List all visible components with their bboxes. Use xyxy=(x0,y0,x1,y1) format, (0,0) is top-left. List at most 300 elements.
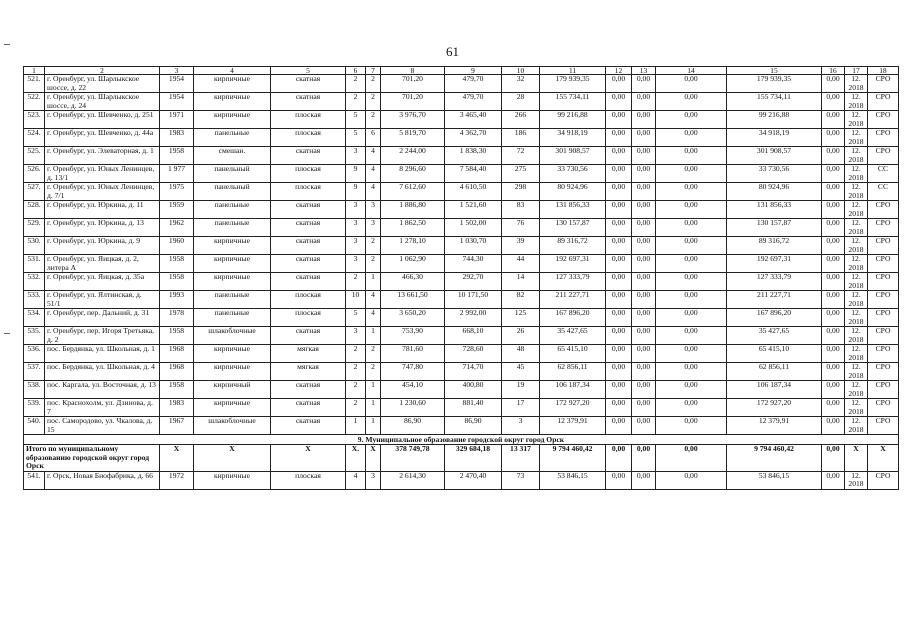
table-cell: 1 xyxy=(366,417,381,435)
table-cell: 1 xyxy=(366,273,381,291)
table-cell: г. Орск, Новая Биофабрика, д. 66 xyxy=(45,471,160,489)
table-cell: 131 856,33 xyxy=(727,201,822,219)
table-cell: 12. 2018 xyxy=(845,363,868,381)
table-cell: 1958 xyxy=(160,381,194,399)
table-cell: плоская xyxy=(271,471,346,489)
table-cell: 2 xyxy=(366,237,381,255)
table-cell: 4 362,70 xyxy=(445,129,502,147)
table-cell: 12. 2018 xyxy=(845,129,868,147)
table-cell: 275 xyxy=(502,165,540,183)
table-cell: 28 xyxy=(502,93,540,111)
table-cell: 3 xyxy=(346,219,366,237)
table-cell: 0,00 xyxy=(606,327,632,345)
table-cell: 3 xyxy=(366,471,381,489)
table-cell: г. Оренбург, ул. Шарлыкское шоссе, д. 24 xyxy=(45,93,160,111)
table-cell: 301 908,57 xyxy=(540,147,606,165)
table-cell: 0,00 xyxy=(656,93,727,111)
table-cell: 0,00 xyxy=(822,255,845,273)
table-cell: 12. 2018 xyxy=(845,183,868,201)
table-row xyxy=(24,165,899,183)
table-cell: 1967 xyxy=(160,417,194,435)
table-cell: СРО xyxy=(868,345,899,363)
table-cell: пос. Бердянка, ул. Школьная, д. 1 xyxy=(45,345,160,363)
table-cell: 2 xyxy=(366,363,381,381)
table-cell: 1959 xyxy=(160,201,194,219)
table-cell: 48 xyxy=(502,345,540,363)
table-cell: 454,10 xyxy=(381,381,445,399)
table-cell: 3 xyxy=(346,255,366,273)
table-cell: 4 xyxy=(366,183,381,201)
table-cell: 0,00 xyxy=(632,471,656,489)
table-cell: 524. xyxy=(24,129,45,147)
table-cell: 0,00 xyxy=(822,345,845,363)
table-cell: 192 697,31 xyxy=(540,255,606,273)
table-cell: 536. xyxy=(24,345,45,363)
column-number: 3 xyxy=(160,67,194,75)
table-cell: скатная xyxy=(271,75,346,93)
total-row xyxy=(24,445,899,472)
table-cell: скатная xyxy=(271,93,346,111)
table-cell: 2 xyxy=(346,381,366,399)
table-cell: 4 xyxy=(366,309,381,327)
table-cell: 0,00 xyxy=(632,255,656,273)
table-cell: мягкая xyxy=(271,363,346,381)
table-row xyxy=(24,417,899,435)
table-cell: мягкая xyxy=(271,345,346,363)
table-cell: 33 730,56 xyxy=(540,165,606,183)
column-number: 11 xyxy=(540,67,606,75)
table-cell: 1 521,60 xyxy=(445,201,502,219)
total-cell: X xyxy=(160,445,194,472)
table-cell: 53 846,15 xyxy=(727,471,822,489)
table-cell: 0,00 xyxy=(822,75,845,93)
table-cell: 2 xyxy=(366,75,381,93)
section-title: 9. Муниципальное образование городской округ город Орск xyxy=(24,435,899,445)
table-cell: 62 856,11 xyxy=(540,363,606,381)
total-label: Итого по муниципальному образованию городской округ город Орск xyxy=(24,445,160,472)
table-cell: 0,00 xyxy=(822,291,845,309)
table-cell: СРО xyxy=(868,219,899,237)
table-cell: 0,00 xyxy=(656,201,727,219)
table-cell: 301 908,57 xyxy=(727,147,822,165)
table-cell: 4 xyxy=(366,147,381,165)
table-cell: 0,00 xyxy=(632,93,656,111)
table-cell: 4 610,50 xyxy=(445,183,502,201)
table-cell: 522. xyxy=(24,93,45,111)
column-number: 13 xyxy=(632,67,656,75)
table-cell: 2 xyxy=(346,363,366,381)
table-cell: 744,30 xyxy=(445,255,502,273)
table-cell: 0,00 xyxy=(606,381,632,399)
table-cell: 0,00 xyxy=(606,417,632,435)
table-cell: 99 216,88 xyxy=(727,111,822,129)
table-cell: 526. xyxy=(24,165,45,183)
table-cell: кирпичные xyxy=(194,255,271,273)
table-cell: 400,80 xyxy=(445,381,502,399)
table-cell: кирпичные xyxy=(194,345,271,363)
column-number: 1 xyxy=(24,67,45,75)
table-cell: 298 xyxy=(502,183,540,201)
total-cell: 329 684,18 xyxy=(445,445,502,472)
table-cell: 172 927,20 xyxy=(727,399,822,417)
table-cell: 12. 2018 xyxy=(845,345,868,363)
table-cell: г. Оренбург, пер. Дальний, д. 31 xyxy=(45,309,160,327)
table-cell: 0,00 xyxy=(606,273,632,291)
table-cell: 2 244,00 xyxy=(381,147,445,165)
table-cell: 0,00 xyxy=(632,273,656,291)
table-cell: плоская xyxy=(271,165,346,183)
table-cell: 10 171,50 xyxy=(445,291,502,309)
table-cell: 0,00 xyxy=(606,111,632,129)
table-cell: 4 xyxy=(366,165,381,183)
table-cell: 531. xyxy=(24,255,45,273)
table-cell: пос. Краснохолм, ул. Дзинова, д. 7 xyxy=(45,399,160,417)
column-number-row xyxy=(24,67,899,75)
table-cell: пос. Бердянка, ул. Школьная, д. 4 xyxy=(45,363,160,381)
table-cell: 0,00 xyxy=(822,363,845,381)
table-cell: СРО xyxy=(868,471,899,489)
table-cell: 1978 xyxy=(160,309,194,327)
table-cell: 186 xyxy=(502,129,540,147)
table-cell: 701,20 xyxy=(381,75,445,93)
table-cell: 0,00 xyxy=(606,183,632,201)
table-cell: 19 xyxy=(502,381,540,399)
table-row xyxy=(24,363,899,381)
table-cell: 2 xyxy=(366,93,381,111)
table-row xyxy=(24,237,899,255)
table-cell: 1 977 xyxy=(160,165,194,183)
table-cell: 0,00 xyxy=(632,165,656,183)
table-cell: 0,00 xyxy=(822,201,845,219)
table-cell: 1962 xyxy=(160,219,194,237)
table-cell: СРО xyxy=(868,309,899,327)
table-cell: панельные xyxy=(194,309,271,327)
table-cell: 1 xyxy=(366,327,381,345)
table-cell: 5 xyxy=(346,129,366,147)
table-cell: 89 316,72 xyxy=(727,237,822,255)
total-cell: X xyxy=(194,445,271,472)
table-cell: 1 062,90 xyxy=(381,255,445,273)
table-cell: 0,00 xyxy=(632,75,656,93)
section-title-row xyxy=(24,435,899,445)
table-cell: панельные xyxy=(194,201,271,219)
table-cell: 1954 xyxy=(160,75,194,93)
table-cell: 527. xyxy=(24,183,45,201)
table-cell: смешан. xyxy=(194,147,271,165)
table-cell: 701,20 xyxy=(381,93,445,111)
table-cell: 539. xyxy=(24,399,45,417)
table-cell: скатная xyxy=(271,219,346,237)
table-row xyxy=(24,471,899,489)
table-cell: СС xyxy=(868,183,899,201)
table-cell: 13 661,50 xyxy=(381,291,445,309)
table-cell: скатная xyxy=(271,381,346,399)
table-cell: 5 819,70 xyxy=(381,129,445,147)
table-cell: 0,00 xyxy=(822,165,845,183)
table-cell: 1958 xyxy=(160,255,194,273)
total-cell: 9 794 460,42 xyxy=(540,445,606,472)
table-cell: 0,00 xyxy=(822,417,845,435)
table-cell: 2 xyxy=(366,345,381,363)
table-cell: 0,00 xyxy=(632,183,656,201)
table-row xyxy=(24,327,899,345)
table-cell: 8 296,60 xyxy=(381,165,445,183)
total-cell: X. xyxy=(346,445,366,472)
table-cell: 3 xyxy=(346,237,366,255)
table-cell: 65 415,10 xyxy=(540,345,606,363)
table-cell: СРО xyxy=(868,75,899,93)
table-cell: 0,00 xyxy=(606,129,632,147)
table-cell: плоская xyxy=(271,291,346,309)
table-cell: 12 379,91 xyxy=(727,417,822,435)
table-cell: г. Оренбург, пер. Игоря Третьяка, д. 2 xyxy=(45,327,160,345)
table-cell: 86,90 xyxy=(381,417,445,435)
table-cell: 266 xyxy=(502,111,540,129)
table-cell: 1 862,50 xyxy=(381,219,445,237)
table-cell: 533. xyxy=(24,291,45,309)
table-cell: 0,00 xyxy=(656,183,727,201)
table-cell: СРО xyxy=(868,111,899,129)
table-cell: 179 939,35 xyxy=(540,75,606,93)
table-cell: 89 316,72 xyxy=(540,237,606,255)
total-cell: X xyxy=(868,445,899,472)
table-cell: 1972 xyxy=(160,471,194,489)
table-cell: скатная xyxy=(271,399,346,417)
table-cell: 12. 2018 xyxy=(845,237,868,255)
table-cell: плоская xyxy=(271,111,346,129)
column-number: 5 xyxy=(271,67,346,75)
table-cell: 1 xyxy=(366,381,381,399)
table-cell: 192 697,31 xyxy=(727,255,822,273)
table-cell: г. Оренбург, ул. Юных Ленинцев, д. 7/1 xyxy=(45,183,160,201)
table-cell: 1 502,00 xyxy=(445,219,502,237)
table-cell: 0,00 xyxy=(822,183,845,201)
table-cell: 1958 xyxy=(160,147,194,165)
table-cell: 0,00 xyxy=(656,363,727,381)
table-row xyxy=(24,201,899,219)
table-cell: 12. 2018 xyxy=(845,111,868,129)
table-cell: 3 xyxy=(346,201,366,219)
table-cell: 0,00 xyxy=(656,75,727,93)
table-cell: 2 xyxy=(346,93,366,111)
table-cell: 131 856,33 xyxy=(540,201,606,219)
table-row xyxy=(24,75,899,93)
table-cell: 538. xyxy=(24,381,45,399)
table-cell: 12. 2018 xyxy=(845,327,868,345)
table-cell: 4 xyxy=(366,291,381,309)
table-cell: 0,00 xyxy=(656,309,727,327)
total-cell: X xyxy=(366,445,381,472)
table-cell: 0,00 xyxy=(606,291,632,309)
table-cell: 0,00 xyxy=(632,309,656,327)
table-cell: скатная xyxy=(271,237,346,255)
table-cell: 0,00 xyxy=(632,381,656,399)
table-cell: 479,70 xyxy=(445,93,502,111)
table-cell: 7 612,60 xyxy=(381,183,445,201)
table-cell: 76 xyxy=(502,219,540,237)
table-cell: СС xyxy=(868,165,899,183)
table-row xyxy=(24,291,899,309)
table-cell: 523. xyxy=(24,111,45,129)
table-cell: 1975 xyxy=(160,183,194,201)
table-cell: панельный xyxy=(194,165,271,183)
table-cell: 0,00 xyxy=(656,345,727,363)
table-cell: 1 xyxy=(346,417,366,435)
table-cell: 714,70 xyxy=(445,363,502,381)
table-cell: 2 xyxy=(366,111,381,129)
table-cell: 0,00 xyxy=(606,165,632,183)
column-number: 4 xyxy=(194,67,271,75)
table-cell: кирпичный xyxy=(194,381,271,399)
table-row xyxy=(24,93,899,111)
table-cell: 9 xyxy=(346,183,366,201)
table-cell: 12. 2018 xyxy=(845,147,868,165)
table-cell: СРО xyxy=(868,399,899,417)
table-cell: 12. 2018 xyxy=(845,309,868,327)
table-cell: 12. 2018 xyxy=(845,291,868,309)
table-cell: 0,00 xyxy=(822,273,845,291)
table-cell: 2 614,30 xyxy=(381,471,445,489)
table-cell: 1958 xyxy=(160,327,194,345)
table-cell: 82 xyxy=(502,291,540,309)
table-row xyxy=(24,219,899,237)
table-cell: 2 xyxy=(346,345,366,363)
table-cell: панельные xyxy=(194,219,271,237)
table-cell: 12. 2018 xyxy=(845,165,868,183)
table-cell: г. Оренбург, ул. Юркина, д. 11 xyxy=(45,201,160,219)
table-cell: 0,00 xyxy=(606,471,632,489)
total-cell: 0,00 xyxy=(656,445,727,472)
table-cell: 0,00 xyxy=(632,327,656,345)
table-cell: 0,00 xyxy=(656,381,727,399)
table-cell: 0,00 xyxy=(632,363,656,381)
table-cell: 2 470,40 xyxy=(445,471,502,489)
column-number: 8 xyxy=(381,67,445,75)
table-cell: 211 227,71 xyxy=(727,291,822,309)
table-cell: г. Оренбург, ул. Яицкая, д. 35а xyxy=(45,273,160,291)
table-cell: 72 xyxy=(502,147,540,165)
table-cell: 12. 2018 xyxy=(845,399,868,417)
table-cell: 0,00 xyxy=(822,327,845,345)
table-cell: г. Оренбург, ул. Шевченко, д. 44а xyxy=(45,129,160,147)
table-cell: 34 918,19 xyxy=(540,129,606,147)
table-cell: 530. xyxy=(24,237,45,255)
table-cell: 125 xyxy=(502,309,540,327)
table-cell: г. Оренбург, ул. Элеваторная, д. 1 xyxy=(45,147,160,165)
table-cell: кирпичные xyxy=(194,237,271,255)
table-cell: 1958 xyxy=(160,273,194,291)
table-cell: 12. 2018 xyxy=(845,219,868,237)
table-cell: 3 650,20 xyxy=(381,309,445,327)
table-row xyxy=(24,255,899,273)
table-cell: СРО xyxy=(868,381,899,399)
table-cell: 34 918,19 xyxy=(727,129,822,147)
table-cell: 0,00 xyxy=(656,399,727,417)
table-cell: скатная xyxy=(271,273,346,291)
table-cell: 1 278,10 xyxy=(381,237,445,255)
table-cell: 80 924,96 xyxy=(540,183,606,201)
table-cell: 12. 2018 xyxy=(845,417,868,435)
table-cell: 0,00 xyxy=(632,417,656,435)
table-cell: 167 896,20 xyxy=(727,309,822,327)
table-cell: СРО xyxy=(868,255,899,273)
table-cell: 479,70 xyxy=(445,75,502,93)
table-cell: 73 xyxy=(502,471,540,489)
table-cell: 17 xyxy=(502,399,540,417)
table-cell: 0,00 xyxy=(656,471,727,489)
table-cell: 12. 2018 xyxy=(845,381,868,399)
total-cell: 378 749,78 xyxy=(381,445,445,472)
table-row xyxy=(24,147,899,165)
table-cell: 14 xyxy=(502,273,540,291)
table-cell: 532. xyxy=(24,273,45,291)
table-row xyxy=(24,273,899,291)
total-cell: X xyxy=(271,445,346,472)
table-cell: 3 xyxy=(366,219,381,237)
table-cell: 1968 xyxy=(160,345,194,363)
table-cell: кирпичные xyxy=(194,399,271,417)
table-cell: 3 976,70 xyxy=(381,111,445,129)
table-cell: 0,00 xyxy=(606,147,632,165)
table-cell: пос. Самородово, ул. Чкалова, д. 15 xyxy=(45,417,160,435)
table-cell: 12. 2018 xyxy=(845,201,868,219)
margin-mark xyxy=(4,333,10,334)
table-cell: СРО xyxy=(868,291,899,309)
table-row xyxy=(24,381,899,399)
total-cell: X xyxy=(845,445,868,472)
table-cell: 4 xyxy=(346,471,366,489)
table-cell: 5 xyxy=(346,111,366,129)
table-cell: 2 xyxy=(366,255,381,273)
column-number: 14 xyxy=(656,67,727,75)
table-cell: 881,40 xyxy=(445,399,502,417)
column-number: 6 xyxy=(346,67,366,75)
table-cell: 1968 xyxy=(160,363,194,381)
table-row xyxy=(24,309,899,327)
table-cell: 130 157,87 xyxy=(540,219,606,237)
table-cell: СРО xyxy=(868,273,899,291)
table-cell: СРО xyxy=(868,93,899,111)
table-cell: 0,00 xyxy=(656,273,727,291)
table-cell: 0,00 xyxy=(822,309,845,327)
table-cell: 1960 xyxy=(160,237,194,255)
table-cell: 0,00 xyxy=(632,129,656,147)
table-cell: 45 xyxy=(502,363,540,381)
table-cell: СРО xyxy=(868,147,899,165)
total-cell: 0,00 xyxy=(632,445,656,472)
table-cell: кирпичные xyxy=(194,75,271,93)
table-cell: 1 xyxy=(366,399,381,417)
page-number: 61 xyxy=(446,44,459,59)
table-cell: 2 xyxy=(346,273,366,291)
table-cell: 33 730,56 xyxy=(727,165,822,183)
table-cell: 0,00 xyxy=(632,291,656,309)
table-cell: 525. xyxy=(24,147,45,165)
table-cell: 0,00 xyxy=(606,219,632,237)
total-cell: 13 317 xyxy=(502,445,540,472)
table-cell: г. Оренбург, ул. Яицкая, д. 2, литера А xyxy=(45,255,160,273)
table-cell: СРО xyxy=(868,363,899,381)
table-cell: 1983 xyxy=(160,129,194,147)
table-cell: 0,00 xyxy=(656,327,727,345)
column-number: 7 xyxy=(366,67,381,75)
table-cell: 541. xyxy=(24,471,45,489)
table-cell: 9 xyxy=(346,165,366,183)
table-cell: панельные xyxy=(194,129,271,147)
column-number: 16 xyxy=(822,67,845,75)
table-cell: 0,00 xyxy=(656,237,727,255)
table-cell: 466,30 xyxy=(381,273,445,291)
